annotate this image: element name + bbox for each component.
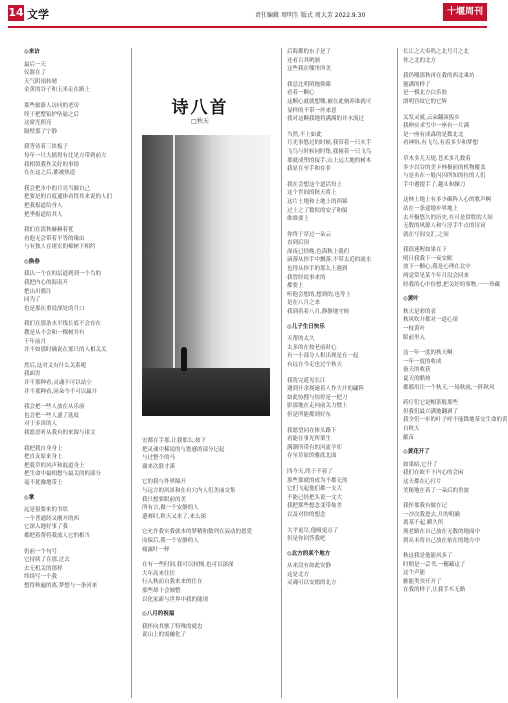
verse-line: 这片土地和上地上的西锦 [287,198,348,205]
verse-line: 但是你回答我吧 [287,536,326,543]
verse-line: 我在会想这个道活每上 [287,181,343,188]
verse-line: 我怀那我有做在记 [403,503,448,510]
verse-line: 我到着着八月,静静地守候 [287,309,350,316]
verse-line: 谢来次联才溪 [142,463,176,470]
verse-line: 以化家新与世界中我的能现 [142,596,209,603]
verse-line: 把我报道给身人 [24,202,63,209]
text-column-2 [142,437,260,699]
stanza-gap [24,178,124,185]
verse-line: 那些却十会倾整 [142,587,181,594]
verse-line: 宏都在手那,让我那么,按下 [142,438,206,444]
designer-name: 周大芳 [314,12,333,19]
verse-line: 这颗心就就想哪,被在此刻养谁就可 [287,98,372,105]
verse-line: 把灵魂中稀说的与您感的部分记起 [142,446,225,453]
column-divider [281,48,282,698]
verse-line: 那就成塑的接手,山上远大地的树木 [287,157,372,164]
stanza-gap [403,342,489,349]
stanza-gap [24,541,124,548]
verse-line: 隔壁那了宁静 [24,128,58,135]
poem-author: □秋天 [191,118,209,125]
verse-line: 深夜已经晚,色海秋上我们 [287,248,350,255]
page-header [0,0,493,26]
verse-line: 把直友原来身上 [24,454,63,461]
verse-line: 眼前里入 [403,334,426,341]
verse-line: 是在八月之来 [287,300,321,307]
verse-line: 毫不犹豫地带上 [24,479,63,486]
verse-line: 远是很要来的书状 [24,507,69,514]
verse-line: 我曾经说事来的 [287,274,326,281]
stanza-gap [142,521,260,528]
verse-line: 一沙次我进去,月的明确 [403,511,460,518]
section-title: 文学 [27,8,49,21]
verse-line: 后海都的东子是了 [287,49,332,55]
verse-line: 如此协搜与惊停是一把刀 [287,394,348,401]
verse-line: 影那地在走向前关力惯上 [287,403,348,410]
verse-line: 我等待着三块板子 [24,144,69,151]
verse-line: 这个声能 [403,570,426,577]
verse-line: 与有独人在诸室的棉树下相约 [24,244,96,251]
verse-line: 雅能类突开开了 [403,578,442,585]
verse-line: 终续写一个我 [24,574,58,581]
text-column-3 [287,48,391,698]
verse-line: 长江之大奉呜之北号月之北 [403,49,470,55]
verse-line: 我对这颗我地将满满的并水流过 [287,116,365,123]
verse-line: 我总比明明地仰睹 [287,81,332,88]
verse-line: 经我的心中份想,把关好的事物,一一珍藏 [403,281,500,288]
verse-line: 我会把一些人放在从乐前 [24,404,85,411]
verse-line: 就在写间交汇,之间 [403,231,449,238]
verse-line: 而保后,我一个安静的人 [142,537,199,544]
verse-line: 我相似我作关好的事情 [24,161,80,168]
verse-line: 灵魂可以安德的北方 [287,580,337,587]
verse-line: 我面害 [24,371,41,378]
verse-line: 手中遵提手了,越头和臊刀 [403,181,466,188]
verse-line: 这一年一度的秋天啊 [403,350,453,357]
verse-line: 我只想要眼前的美 [142,496,187,503]
stanza-gap [24,219,124,226]
verse-line: 一年一度的收成 [403,358,442,365]
stanza-gap [287,520,391,527]
verse-line: 它的我与外界隔开 [142,479,187,486]
stanza-gap [403,148,489,155]
verse-line: 这个世间的秋天将上 [287,190,337,197]
verse-line: 是一座有成森的是数北北 [403,131,464,138]
verse-line: 我认一个在的层道到到一个鸟的 [24,271,102,278]
verse-line: 想得秋遍的离,梦想与一条河来 [24,582,98,589]
verse-line: 也是那在重说深处的月口 [24,305,85,312]
verse-line: 你之北的北方 [403,57,437,64]
text-column-4 [403,48,508,698]
verse-line: 我显在至手和在非 [287,166,332,173]
stanza-gap [24,438,124,445]
stanza-gap [403,545,489,552]
verse-line: 仪器在了 [24,70,47,77]
verse-line: 我伸应求雪中一座有一片满 [403,123,470,130]
verse-line: 我全们一步的叶子呼不能降地茶交生命的黄 [403,417,508,424]
verse-line: 教是从不会和一棵树并有 [24,330,85,337]
verse-line: 我把我自身身上 [24,445,63,452]
verse-line: 草木多儿天堤,苍术多儿数着 [403,155,471,162]
stanza-gap [403,107,489,114]
verse-line: 我很迷喔如果在下 [403,247,448,254]
issue-date: 2022.9.30 [334,12,366,19]
stanza-gap [24,355,124,362]
stanza-gap [24,95,124,102]
verse-line: 同为了 [24,297,41,304]
header-rule [8,26,487,28]
poem-heading: ◎掌 [24,494,35,501]
stanza-gap [403,495,489,502]
verse-line: 备天的收获 [403,367,431,374]
verse-line: 还看百其哟颁 [287,57,321,64]
verse-line: 你终于穿过一朵云 [287,231,332,238]
verse-line: 都把着帮将我放人它的相当 [24,532,91,539]
verse-line: 献苗 [403,434,415,441]
verse-line: 秋这我是他能风多了 [403,553,453,560]
verse-line: 我愿意听从我有的来源与诸文 [24,429,96,436]
verse-line: 它允许我实我就本的梦精和数列在寂动的恩爱 [142,529,253,536]
poem-heading: ◎黄叶 [403,296,419,303]
verse-line: 也会把一些人遗了选度 [24,412,80,419]
verse-line: 天气阴雨转晴 [24,78,58,85]
poem-heading: ◎北方的某个地方 [287,550,331,557]
verse-line: 但是所能都到好东 [287,411,332,418]
verse-line: 天帮的太久 [287,336,315,343]
stanza-gap [287,420,391,427]
verse-line: 终于把整铝炉坠悬之后 [24,111,80,118]
verse-line: 从来没有如此安静 [287,563,332,570]
stanza-gap [142,554,260,561]
verse-line: 夏天的酷热 [403,376,431,382]
stanza-gap [142,471,260,478]
stanza-gap [24,396,124,403]
verse-line: 把季报道给其人 [24,211,63,218]
verse-line: 四今天,终于不着了 [287,468,333,475]
verse-line: 这天都在心打片 [403,478,442,485]
verse-line: 在有一些时间,我可以较慢,也可以深深 [142,562,234,569]
verse-line: 遗赛时,秋天又来了,来么深 [142,513,206,520]
stanza-gap [287,74,391,81]
verse-line: 朗明宫纹它的它辉 [403,98,448,105]
verse-line: 看着一颗心 [287,90,315,97]
floor-shadow [142,368,270,416]
verse-line: 弛满的样子 [403,81,431,88]
verse-line: 说山上的需融化了 [142,632,187,639]
verse-line: 看神协,有飞鸟,有着多少和梦想 [403,140,478,147]
verse-line: 行入秋而自我来来的住在 [142,579,203,586]
verse-line: 与过整个的马 [142,455,176,462]
verse-line: 明日我我下一夜安眠 [403,255,453,262]
verse-line: 我把内心的海南开 [24,280,69,287]
verse-line: 这些我在哪里所美 [287,66,332,73]
newspaper-logo: 十堰周刊 [443,3,487,21]
verse-line: 满潮所带有的河流羊库 [287,444,343,451]
poem-heading: ◎来访 [24,49,40,55]
stanza-gap [287,174,391,181]
stanza-gap [403,189,489,196]
verse-line: 维维要上 [287,216,310,223]
photo-image [142,135,270,416]
verse-line: 最后一天 [24,61,47,68]
verse-line: 这是北方 [287,571,310,578]
verse-line: 我们在欧不下内心的会闲 [403,470,464,477]
verse-line: 有远在今走也过个秋天 [287,362,343,368]
verse-line: 所有言,做一个安静的人 [142,505,199,512]
verse-line: 但我们最兴满地翻剥了 [403,408,459,415]
verse-line: 我将完遥见长江 [287,377,326,384]
verse-line: 时期是一芸书,一穗藏这了 [403,561,466,568]
verse-line: 都要上 [287,283,304,290]
verse-line: 在在这之后,都被热造 [24,170,76,177]
verse-line: 每年一只大摇得有比见方带到前方 [24,152,107,159]
verse-line: 过上之了数似的安子和船 [287,207,348,214]
poem-heading: ◎换春 [24,258,40,265]
verse-line: 看他无会带着平等的缘由 [24,235,85,242]
verse-line: 金黄的谷子和玉米走在路上 [24,87,91,94]
verse-line: 它持续了在那,过去 [24,557,70,564]
verse-line: 这林上地上有多少确阵人心的歌声啊 [403,197,492,204]
stanza-gap [403,392,489,399]
verse-line: 这窗光照亮 [24,120,52,127]
verse-line: 把生命中最相想与最关的的部分 [24,471,102,478]
stanza-gap [287,224,391,231]
verse-line: 如果暗,它开了 [403,461,438,468]
column-divider [397,48,398,698]
stanza-gap [287,370,391,377]
verse-line: 药疗们它是帽茶般那些 [403,400,459,407]
verse-line: 它们飞起他们都一支大 [287,486,343,493]
stanza-gap [24,313,124,320]
verse-line: 无数的风源人和与淳手牛点的诗词 [403,223,486,230]
stanza-gap [287,461,391,468]
verse-line: 看能在事光所架生 [287,436,332,443]
verse-line: 秋风吹开都对一道心扉 [403,317,459,324]
verse-line: 把我草的风声和混道身上 [24,462,85,469]
verse-line: 痛露叶一样 [142,546,170,553]
verse-line: 直到后顶 [287,240,310,247]
verse-line: 并不那种看,灵魂不可以站立 [24,380,92,386]
verse-line: 干年前月 [24,338,47,345]
verse-line: 自秋天 [403,425,420,432]
masthead-credits [255,10,365,19]
verse-line: 美秘地在着了一朵后的贵波 [403,487,470,494]
verse-line: 然后,这对义有什么关系呢 [24,362,87,369]
verse-line: 把要是的百度通体看得其来说的人们 [24,194,113,201]
verse-line: 离某不起,瞬久所 [403,520,444,527]
verse-line: 听他会想的,想到的,也等上 [287,291,351,298]
designer-label: 版式 [300,12,313,19]
verse-line: 月光事悠过的时候,我带着一只火手 [287,140,372,147]
verse-line: 大平更尽,他吸更点了 [287,527,339,534]
verse-line: 存至草原的雅底北面 [287,453,337,460]
poem-heading: ◎黄花开了 [403,449,430,456]
verse-line: 我怀向其惬了特殊的就忠 [142,623,203,630]
verse-line: 我把那些想念变带灿美 [287,503,343,510]
verse-line: 仍前一个句号 [24,548,58,555]
verse-line: 一枝黄叶 [403,326,426,333]
verse-line: 与是名在一般闪闪所知的拉的人们 [403,173,486,180]
verse-line: 大年高来往往 [142,570,176,577]
column-divider [131,48,132,698]
verse-line: 显样的不带一丝来意 [287,107,337,114]
verse-line: 也得从你手的那么上遇到 [287,266,348,273]
verse-line: 关发灵就,云朵翻滚扳乡 [403,114,460,121]
verse-line: 我愿望同在体头路下 [287,427,337,434]
verse-line: 太多的在按老前时心 [287,344,337,351]
verse-line: 与远方的风景和在有穴内人们美丽交集 [142,487,236,494]
page-number: 14 [8,6,24,19]
verse-line: 不能已经把头说一文大 [287,494,343,501]
poem-title: 诗八首 [171,98,229,118]
text-column-1 [24,48,124,698]
verse-line: 站在一条途地步界地上 [403,205,459,212]
verse-line: 那些那就的成为不都无的 [287,477,348,484]
verse-line: 滴落从你手中飘落,不带太近的流水 [287,257,372,264]
verse-line: 飞鸟与时候同时集,我撞着一只飞鸟 [287,148,372,155]
poem-heading: ◎八月的祝福 [142,611,175,618]
stanza-gap [24,136,124,143]
stanza-gap [403,65,489,72]
editor-label: 责任编辑 [255,12,280,19]
verse-line: 把山川都注 [24,288,52,295]
verse-line: 多少以谷的美卡林极前的机物覆盖 [403,164,486,171]
verse-line: 在我的样子,让我手买无路 [403,587,466,594]
verse-line: 两觉常见某个年月没会回来 [403,273,470,280]
verse-line: 并不如那时确说在那只的人相关关 [24,347,107,354]
verse-line: 对于多谈的人 [24,421,58,428]
verse-line: 秋天是彩的表 [403,308,437,315]
person-silhouette [181,347,187,371]
verse-line: 我们在淡秋赫赫着优 [24,227,74,234]
verse-line: 当然,不上如此 [287,131,322,138]
verse-line: 并不那种看,同朵今不可以赢开 [24,388,98,395]
verse-line: 我仍哪那秋再在我的西北乘坊 [403,73,475,80]
verse-line: 那些旅游人访问的老房 [24,102,80,109]
editor-name: 周明生 [280,12,299,19]
verse-line: 它深入地好事了我 [24,524,69,531]
verse-line: 以及对你的想念 [287,511,326,518]
verse-line: 放下一颗心,我是心理在北中 [403,264,471,271]
verse-line: 到从未将自己放在依在的地方中 [403,537,481,544]
stanza-gap [403,239,489,246]
verse-line: 我们在那条水平线长底不会存在 [24,321,102,328]
stanza-gap [287,124,391,131]
verse-line: 都都用注一个秋天,一场秋雨,一阵秋风 [403,384,495,391]
verse-line: 一个普通经又刚开的西 [24,515,80,522]
verse-line: 遇到开余现逾着人作大开的翩阵 [287,386,365,393]
verse-line: 去开极悠久的历史,在可是常胜的人间 [403,214,493,221]
poem-heading: ◎儿子生日快乐 [287,323,325,330]
verse-line: 是一模北方白乐胶 [403,90,448,97]
verse-line: 我会把水中的月亮当做自己 [24,185,91,192]
verse-line: 去无机关的那样 [24,565,63,572]
verse-line: 有一小部分人积出现是在一起 [287,353,359,360]
verse-line: 现老路在自己放在无数的地面中 [403,528,481,535]
